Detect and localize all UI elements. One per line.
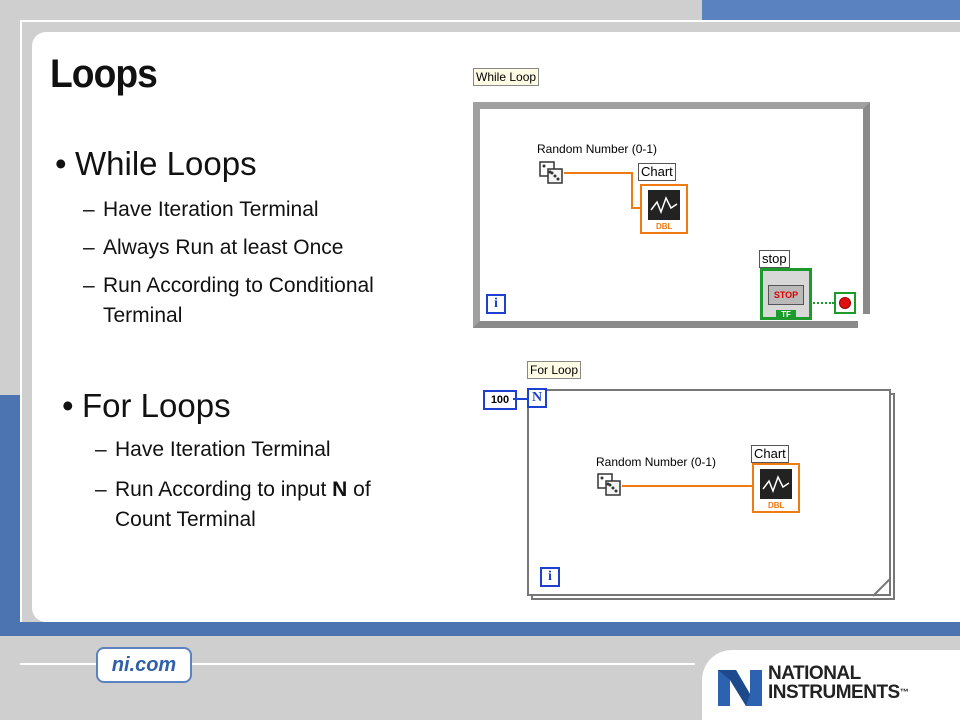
stop-if-true-icon (839, 297, 851, 309)
for-loops-bullet (62, 387, 231, 425)
loop-notch (858, 314, 874, 328)
chart-terminal[interactable]: DBL (640, 184, 688, 234)
while-item-1: – Have Iteration Terminal (83, 198, 319, 221)
bullet-dot: • (55, 145, 67, 182)
while-loops-bullet (55, 145, 257, 183)
for-item-2: – Run According to input N of Count Terminal (95, 478, 371, 531)
while-loop-label: While Loop (473, 68, 539, 86)
for-item-1: – Have Iteration Terminal (95, 438, 331, 461)
eagle-logo-icon (716, 660, 766, 710)
frame-top-line (20, 20, 960, 22)
stop-label: stop (759, 250, 790, 268)
chart-terminal[interactable]: DBL (752, 463, 800, 513)
bullet-dot: • (62, 387, 74, 424)
chart-icon (760, 469, 792, 499)
stop-button[interactable]: STOP (768, 285, 804, 305)
wire (631, 172, 633, 208)
conditional-terminal[interactable] (834, 292, 856, 314)
wire (622, 485, 754, 487)
count-wire (513, 398, 527, 400)
while-loops-heading: While Loops (75, 145, 257, 182)
for-iteration-terminal[interactable]: i (540, 567, 560, 587)
while-item-2: – Always Run at least Once (83, 236, 344, 259)
chart-icon (648, 190, 680, 220)
frame-left-line (20, 20, 22, 665)
for-chart-label: Chart (751, 445, 789, 463)
left-blue-band (0, 395, 20, 635)
slide-title: Loops (50, 52, 157, 96)
for-loop-frame[interactable] (527, 389, 891, 596)
page-curl-icon (872, 578, 892, 598)
for-random-label: Random Number (0-1) (596, 455, 717, 469)
for-loops-heading: For Loops (82, 387, 231, 424)
dice-icon[interactable] (596, 472, 622, 498)
ni-logo-text: NATIONAL INSTRUMENTS™ (768, 663, 909, 703)
bottom-blue-band (0, 622, 960, 636)
for-loop-label: For Loop (527, 361, 581, 379)
stop-type: TF (776, 310, 796, 320)
stop-terminal[interactable] (760, 268, 812, 320)
count-constant[interactable]: 100 (483, 390, 517, 410)
ni-com-link[interactable]: ni.com (96, 647, 192, 683)
while-item-3: – Run According to Conditional Terminal (83, 274, 374, 327)
while-iteration-terminal[interactable]: i (486, 294, 506, 314)
boolean-wire (810, 302, 834, 304)
while-chart-label: Chart (638, 163, 676, 181)
while-random-label: Random Number (0-1) (537, 142, 658, 156)
wire (564, 172, 632, 174)
dice-icon[interactable] (538, 160, 564, 186)
count-terminal[interactable]: N (527, 388, 547, 408)
top-blue-band (702, 0, 960, 20)
